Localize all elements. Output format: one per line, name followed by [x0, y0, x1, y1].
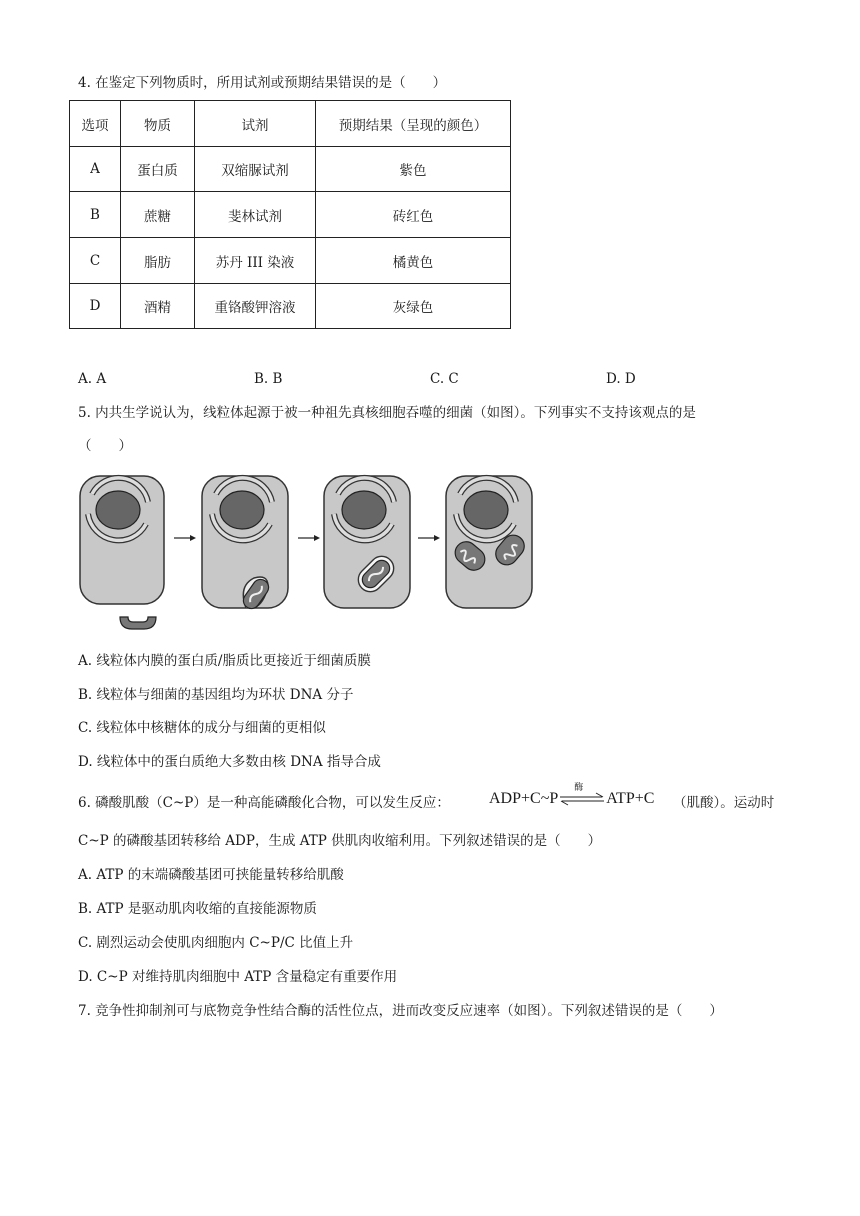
table-cell: D	[70, 284, 121, 329]
endosymbiosis-diagram	[78, 470, 538, 638]
q5-stem-line2: （ ）	[78, 438, 132, 454]
header-cell: 试剂	[195, 101, 316, 147]
table-cell: 灰绿色	[316, 284, 511, 329]
q6-option-a[interactable]: A. ATP 的末端磷酸基团可挟能量转移给肌酸	[78, 867, 344, 883]
reaction-equation	[489, 783, 655, 808]
arrow-icon	[174, 535, 196, 541]
arrow-icon	[418, 535, 440, 541]
q5-stem-line1: 5. 内共生学说认为，线粒体起源于被一种祖先真核细胞吞噬的细菌（如图）。下列事实不支持该观点的是	[78, 405, 696, 421]
table-cell: 橘黄色	[316, 238, 511, 284]
q4-option-d[interactable]: D. D	[606, 371, 636, 387]
table-cell: 砖红色	[316, 192, 511, 238]
q4-option-a[interactable]: A. A	[78, 371, 107, 387]
table-cell: 紫色	[316, 147, 511, 192]
q4-table	[69, 100, 511, 329]
q4-option-b[interactable]: B. B	[254, 371, 283, 387]
cell-stage-2	[202, 476, 288, 612]
header-cell: 选项	[70, 101, 121, 147]
table-cell: 斐林试剂	[195, 192, 316, 238]
q6-stem-line2: C~P 的磷酸基团转移给 ADP，生成 ATP 供肌肉收缩利用。下列叙述错误的是（ ）	[78, 833, 602, 849]
arrow-icon	[298, 535, 320, 541]
table-cell: 脂肪	[121, 238, 195, 284]
equation-left: ADP+C~P	[489, 790, 559, 807]
q6-option-d[interactable]: D. C~P 对维持肌肉细胞中 ATP 含量稳定有重要作用	[78, 969, 398, 985]
table-cell: A	[70, 147, 121, 192]
table-header-row	[70, 101, 511, 147]
q5-option-b[interactable]: B. 线粒体与细菌的基因组均为环状 DNA 分子	[78, 687, 354, 703]
table-row	[70, 192, 511, 238]
q6-stem-part2: （肌酸）。运动时	[673, 795, 775, 811]
q6-option-b[interactable]: B. ATP 是驱动肌肉收缩的直接能源物质	[78, 901, 317, 917]
header-cell: 物质	[121, 101, 195, 147]
q5-option-a[interactable]: A. 线粒体内膜的蛋白质/脂质比更接近于细菌质膜	[78, 653, 371, 669]
table-cell: C	[70, 238, 121, 284]
q7-stem: 7. 竞争性抑制剂可与底物竞争性结合酶的活性位点，进而改变反应速率（如图）。下列叙述错误的是（ ）	[78, 1003, 723, 1019]
cell-stage-3	[324, 476, 410, 608]
table-cell: 苏丹 III 染液	[195, 238, 316, 284]
enzyme-label: 酶	[574, 783, 584, 794]
table-row	[70, 238, 511, 284]
table-cell: 重铬酸钾溶液	[195, 284, 316, 329]
q6-stem-part1: 6. 磷酸肌酸（C~P）是一种高能磷酸化合物，可以发生反应：	[78, 795, 450, 811]
cell-stage-4	[446, 476, 532, 608]
q4-stem: 4. 在鉴定下列物质时，所用试剂或预期结果错误的是（ ）	[78, 75, 447, 91]
table-cell: 酒精	[121, 284, 195, 329]
table-cell: B	[70, 192, 121, 238]
q6-option-c[interactable]: C. 剧烈运动会使肌肉细胞内 C~P/C 比值上升	[78, 935, 354, 951]
table-cell: 蛋白质	[121, 147, 195, 192]
reversible-arrow-icon	[558, 783, 606, 808]
table-cell: 蔗糖	[121, 192, 195, 238]
table-cell: 双缩脲试剂	[195, 147, 316, 192]
header-cell: 预期结果（呈现的颜色）	[316, 101, 511, 147]
q4-option-c[interactable]: C. C	[430, 371, 459, 387]
q5-option-c[interactable]: C. 线粒体中核糖体的成分与细菌的更相似	[78, 720, 326, 736]
q5-option-d[interactable]: D. 线粒体中的蛋白质绝大多数由核 DNA 指导合成	[78, 754, 381, 770]
table-row	[70, 147, 511, 192]
table-row	[70, 284, 511, 329]
cell-stage-1	[80, 476, 164, 629]
equation-right: ATP+C	[606, 790, 655, 807]
